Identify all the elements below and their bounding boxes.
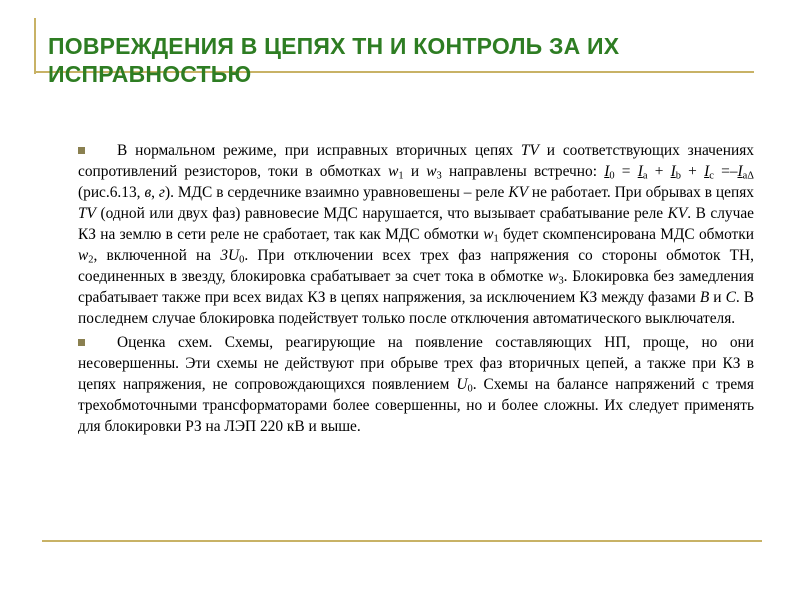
text: w	[426, 163, 437, 180]
text: не работает. При обрывах в цепях	[527, 184, 754, 201]
text: и	[709, 289, 726, 306]
text: в	[144, 184, 152, 201]
text: направлены встречно:	[441, 163, 605, 180]
subscript: c	[709, 170, 714, 182]
title-block	[34, 18, 754, 87]
subscript: b	[675, 170, 681, 182]
subscript: aΔ	[742, 170, 754, 182]
text: , включенной на	[93, 247, 221, 264]
text: . В последнем случае блокировка подействует только после отключения автоматического выключателя.	[78, 289, 754, 327]
text: TV	[520, 142, 539, 159]
text: I	[670, 163, 676, 180]
subscript: a	[642, 170, 648, 182]
text: г	[158, 184, 165, 201]
text: U	[456, 376, 468, 393]
subscript: 3	[558, 275, 564, 287]
text: I	[737, 163, 743, 180]
text: 3U	[220, 247, 240, 264]
text: KV	[508, 184, 528, 201]
text: ). МДС в сердечнике взаимно уравновешены – реле	[164, 184, 509, 201]
text: C	[725, 289, 736, 306]
bullet-icon	[78, 339, 85, 346]
subscript: 2	[88, 254, 94, 266]
text: ,	[151, 184, 159, 201]
title-vertical-rule	[34, 18, 36, 74]
text: KV	[667, 205, 688, 222]
text: w	[78, 247, 89, 264]
text: =–	[713, 163, 738, 180]
text: +	[647, 163, 671, 180]
subscript: 1	[398, 170, 404, 182]
bullet-icon	[78, 147, 85, 154]
text: . Схемы на балансе напряжений с тремя трехобмоточными трансформаторами более совершенны, но и более сложны. Их следует применять для блокировки РЗ на ЛЭП 220 кВ и выше.	[78, 376, 754, 435]
subscript: 3	[436, 170, 442, 182]
text: и	[403, 163, 427, 180]
text: w	[548, 268, 559, 285]
slide-title	[48, 32, 768, 88]
bottom-rule	[42, 540, 762, 542]
subscript: 0	[609, 170, 615, 182]
subscript: 1	[493, 233, 499, 245]
text: I	[637, 163, 643, 180]
title-line-2: ИСПРАВНОСТЬЮ	[48, 61, 252, 87]
text: B	[699, 289, 710, 306]
text: . Блокировка без замедления срабатывает также при всех видах КЗ в цепях напряжения, за исключением КЗ между фазами	[78, 268, 754, 306]
text: и соответствующих значениях сопротивлений резисторов, токи в обмотках	[78, 142, 754, 180]
paragraph-normal-mode	[78, 140, 754, 329]
text: Оценка схем. Схемы, реагирующие на появление составляющих НП, проще, но они несовершенны. Эти схемы не действуют при обрыве трех фаз вторичных цепей, а также при КЗ в цепях напряжения, не сопровождающихся появлением	[78, 334, 754, 393]
text: . При отключении всех трех фаз напряжения со стороны обмоток ТН, соединенных в звезду, блокировка срабатывает за счет тока в обмотке	[78, 247, 754, 285]
title-line-1: ПОВРЕЖДЕНИЯ В ЦЕПЯХ ТН И КОНТРОЛЬ ЗА ИХ	[48, 33, 620, 59]
subscript: 0	[239, 254, 245, 266]
text: I	[604, 163, 610, 180]
text: +	[680, 163, 705, 180]
text: w	[483, 226, 494, 243]
text: . В случае КЗ на землю в сети реле не сработает, так как МДС обмотки	[78, 205, 755, 243]
text: TV	[78, 205, 96, 222]
text: В нормальном режиме, при исправных вторичных цепях	[117, 142, 521, 159]
text: (рис.6.13,	[78, 184, 145, 201]
paragraph-scheme-evaluation	[78, 332, 754, 437]
slide-content	[78, 140, 754, 440]
text: I	[704, 163, 710, 180]
text: (одной или двух фаз) равновесие МДС нарушается, что вызывает срабатывание реле	[95, 205, 668, 222]
subscript: 0	[467, 383, 473, 395]
text: будет скомпенсирована МДС обмотки	[498, 226, 754, 243]
text: =	[614, 163, 638, 180]
text: w	[388, 163, 399, 180]
